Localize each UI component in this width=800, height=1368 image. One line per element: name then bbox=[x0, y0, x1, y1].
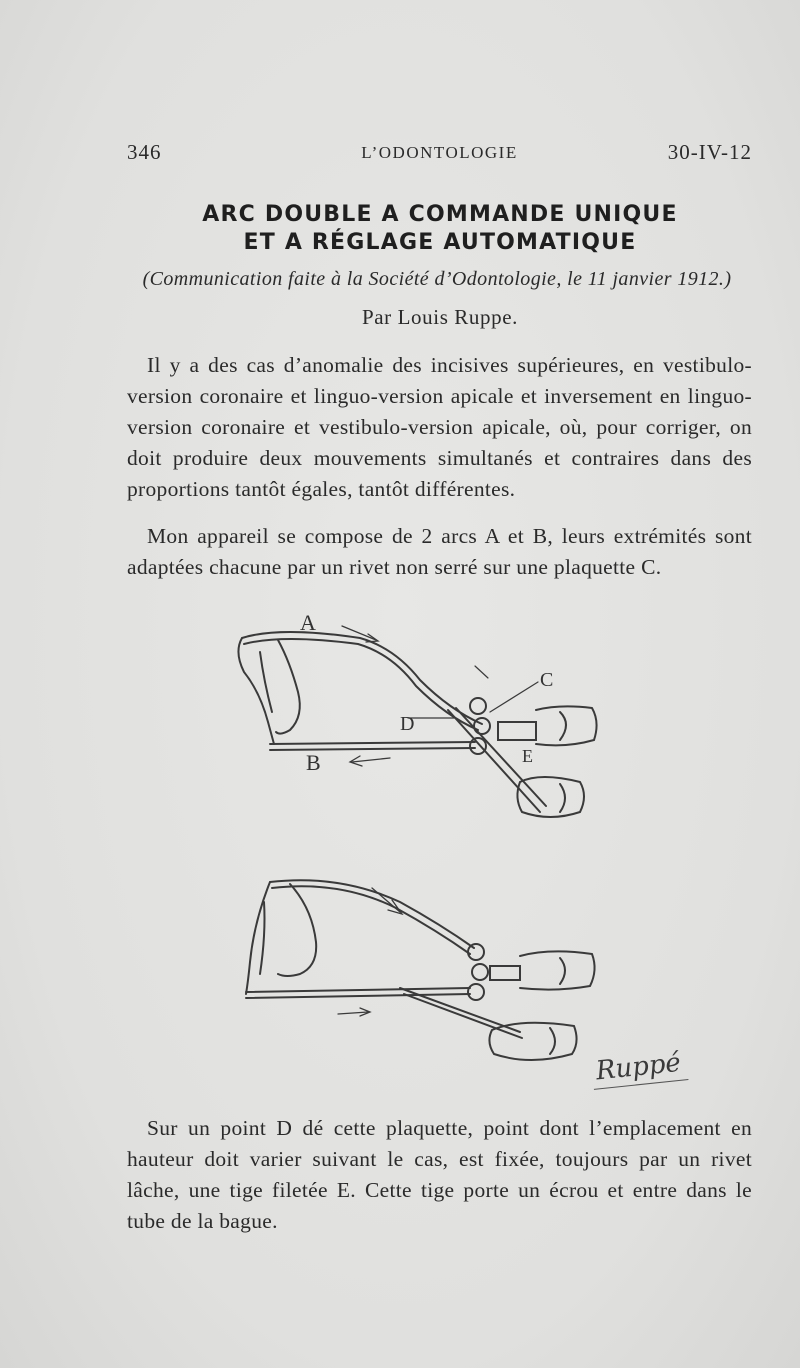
article-title-line-1: ARC DOUBLE A COMMANDE UNIQUE bbox=[202, 202, 678, 227]
article-title-line-2: ET A RÉGLAGE AUTOMATIQUE bbox=[243, 230, 637, 255]
signature: Ruppé bbox=[591, 1047, 689, 1090]
figure-1-label-a: A bbox=[300, 612, 316, 635]
author-line: Par Louis Ruppe. bbox=[361, 305, 518, 329]
paragraph-1: Il y a des cas d’anomalie des incisives supérieures, en vestibulo-version coronaire et linguo-version apicale et inversement en linguo-version coronaire et vestibulo-version apicale, où, pour corriger, on doit produire deux mouvements simultanés et contraires dans des proportions tantôt égales, tantôt différentes. bbox=[127, 353, 752, 501]
paragraph-3: Sur un point D dé cette plaquette, point dont l’emplacement en hauteur doit varier suivant le cas, est fixée, toujours par un rivet lâche, une tige filetée E. Cette tige porte un écrou et entre dans le tube de la bague. bbox=[127, 1116, 752, 1233]
figure-1-label-e: E bbox=[522, 746, 533, 766]
page-number: 346 bbox=[127, 140, 162, 164]
figure-2-appliance-diagram bbox=[220, 862, 600, 1102]
figure-1-label-d: D bbox=[400, 713, 415, 735]
article-subtitle: (Communication faite à la Société d’Odontologie, le 11 janvier 1912.) bbox=[142, 268, 732, 290]
journal-title: L’ODONTOLOGIE bbox=[361, 143, 518, 162]
figure-1-label-c: C bbox=[540, 669, 554, 691]
running-header bbox=[127, 140, 752, 168]
issue-date: 30-IV-12 bbox=[667, 140, 752, 164]
figure-1-label-b: B bbox=[306, 750, 321, 775]
paragraph-2: Mon appareil se compose de 2 arcs A et B, leurs extrémités sont adaptées chacune par un rivet non serré sur une plaquette C. bbox=[127, 524, 752, 579]
figure-1-appliance-diagram bbox=[220, 612, 600, 830]
